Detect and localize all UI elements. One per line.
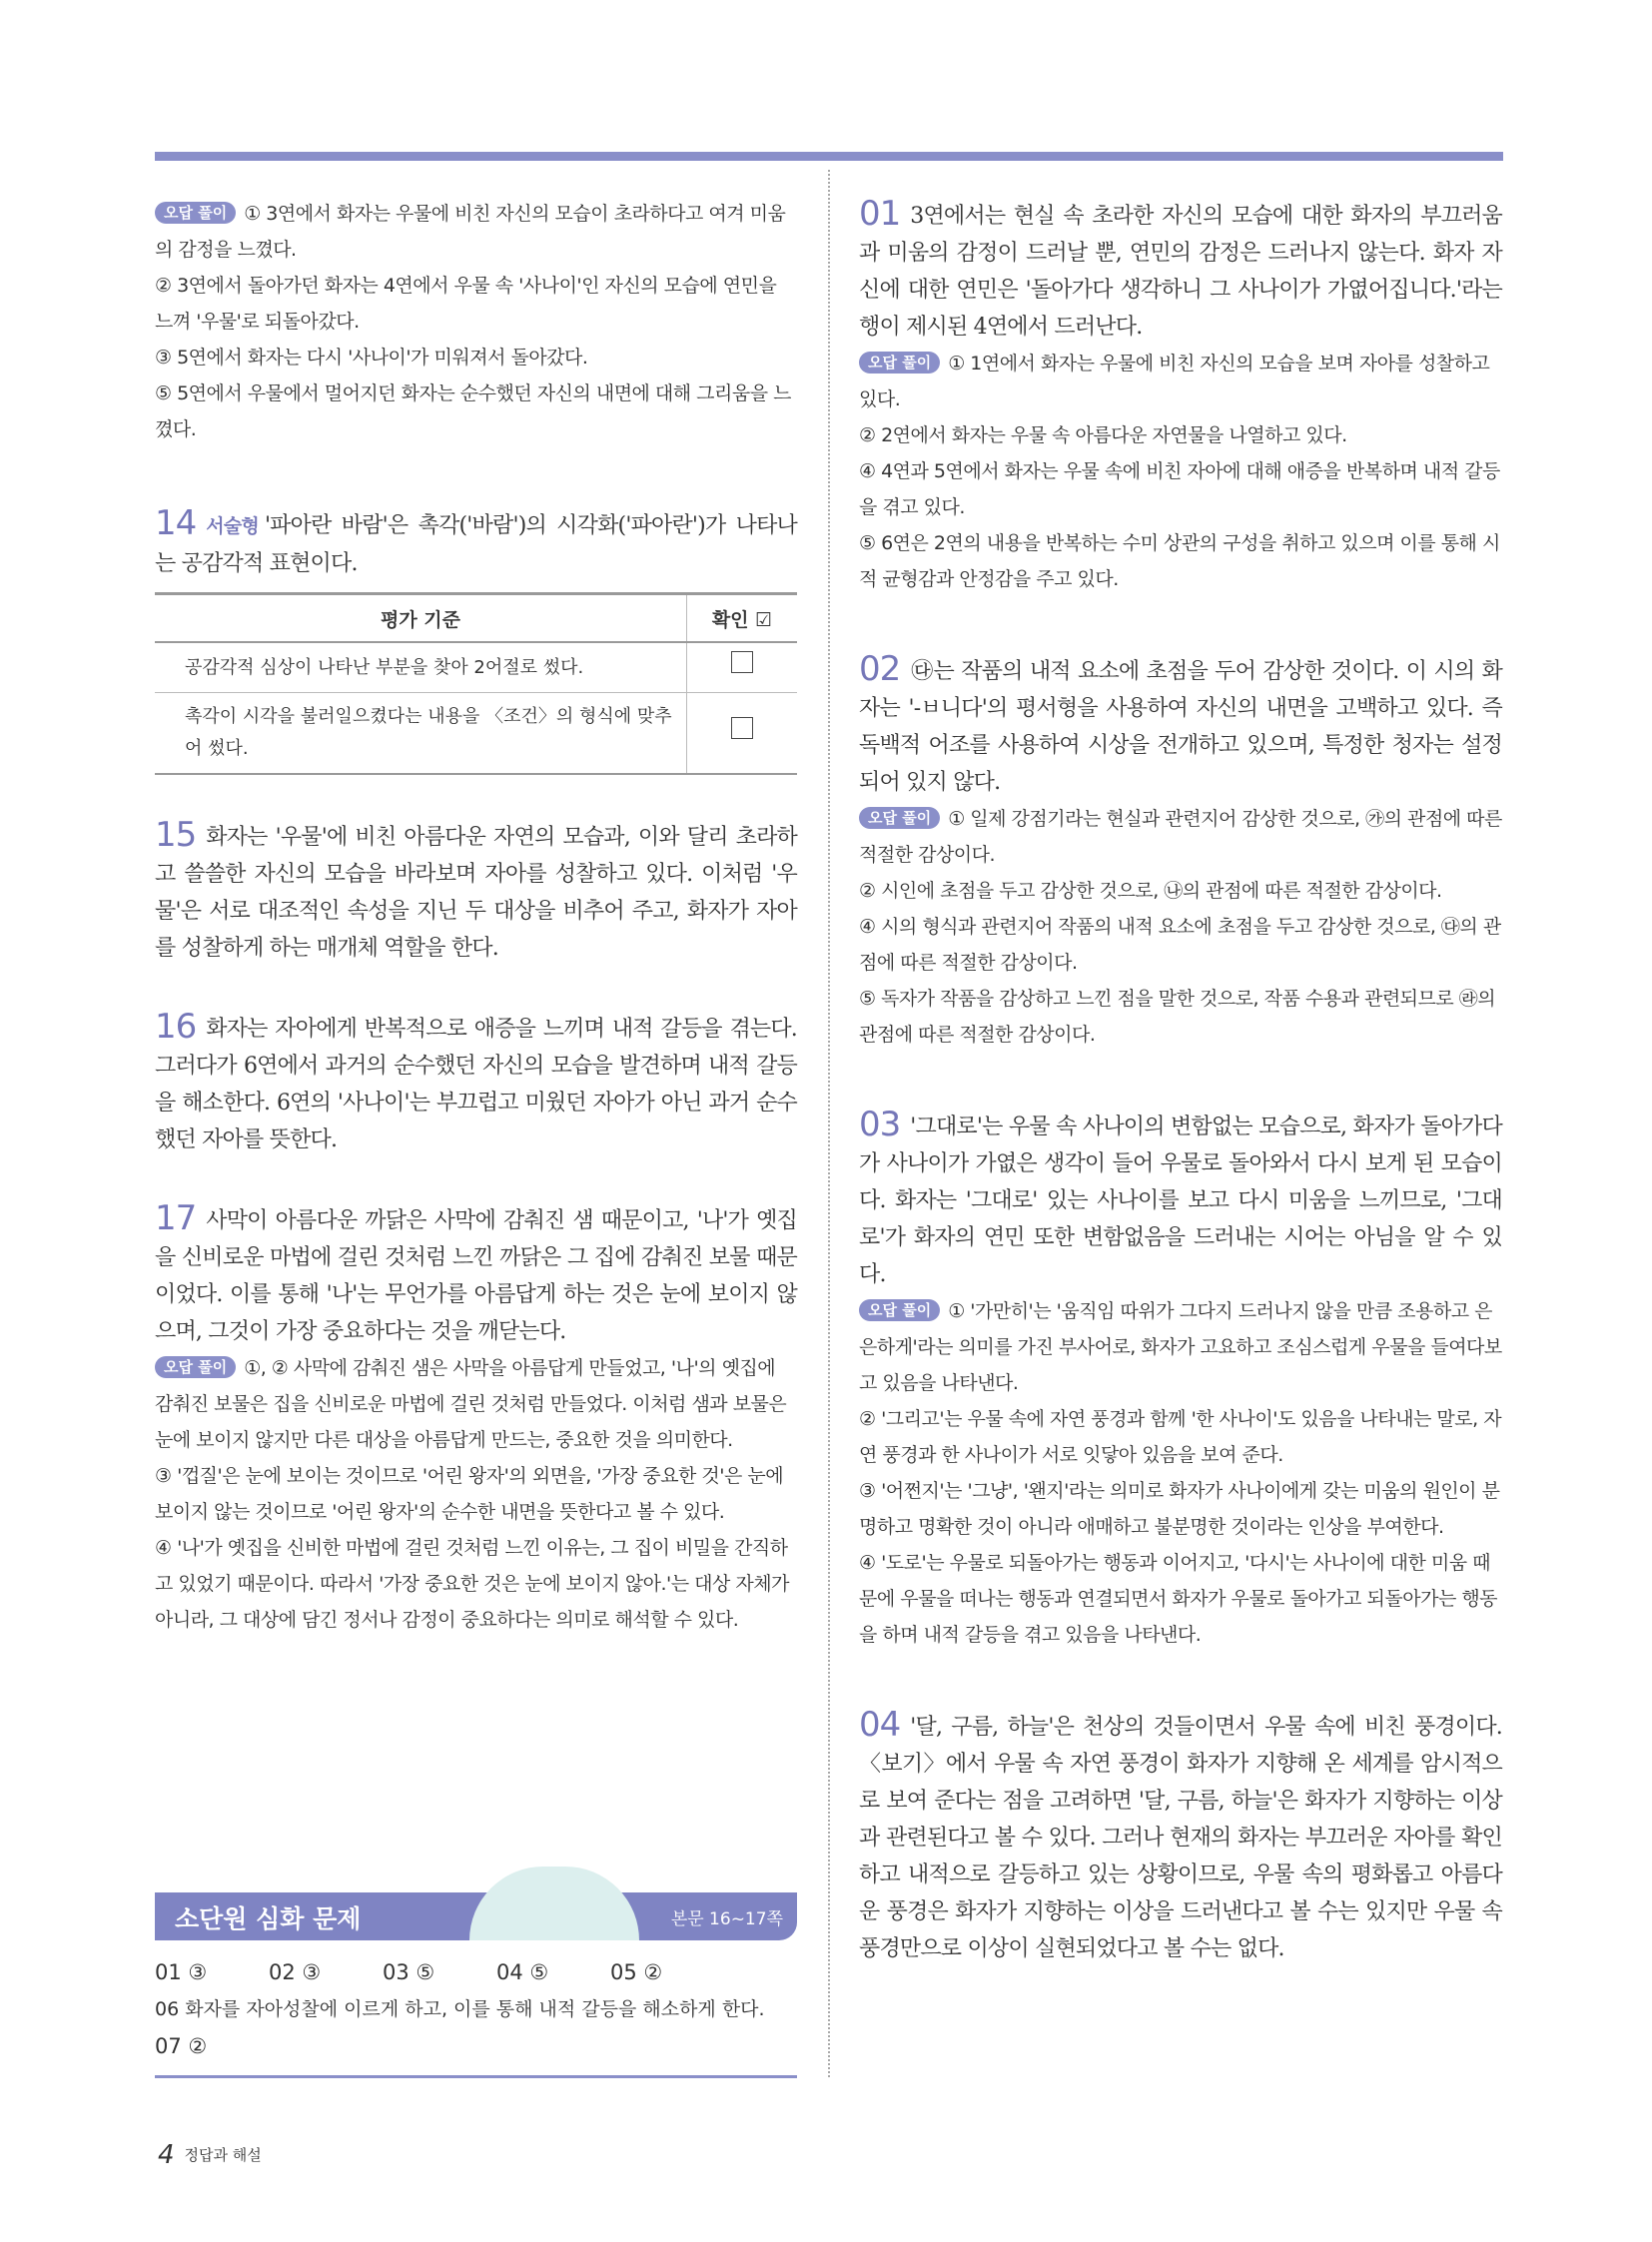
column-divider bbox=[828, 170, 830, 2077]
r04-block: 04 '달, 구름, 하늘'은 천상의 것들이면서 우물 속에 비친 풍경이다. 〈보기〉에서 우물 속 자연 풍경이 화자가 지향해 온 세계를 암시적으로 보여 준다는 점을 고려하면 '달, 구름, 하늘'은 화자가 지향하는 이상과 관련된다고 볼 수 있다. 그러나 현재의 화자는 부끄러운 자아를 확인하고 내적으로 갈등하고 있는 상황이므로, 우물 속의 평화롭고 아름다운 풍경은 화자가 지향하는 이상을 드러낸다고 볼 수는 있지만 우물 속 풍경만으로 이상이 실현되었다고 볼 수는 없다. bbox=[859, 1705, 1502, 1961]
right-column bbox=[859, 196, 1502, 2009]
wrong-answer-badge: 오답 풀이 bbox=[859, 352, 940, 374]
left-column bbox=[155, 196, 797, 1680]
wrong-answer-badge: 오답 풀이 bbox=[859, 807, 940, 829]
q17-block: 17 사막이 아름다운 까닭은 사막에 감춰진 샘 때문이고, '나'가 옛집을 신비로운 마법에 걸린 것처럼 느낀 까닭은 그 집에 감춰진 보물 때문이었다. 이를 통해 '나'는 무언가를 아름답게 하는 것은 눈에 보이지 않으며, 그것이 가장 중요하다는 것을 깨닫는다. 오답 풀이 ①, ② 사막에 감춰진 샘은 사막을 아름답게 만들었고, '나'의 옛집에 감춰진 보물은 집을 신비로운 마법에 걸린 것처럼 만들었다. 이처럼 샘과 보물은 눈에 보이지 않지만 다른 대상을 아름답게 만드는, 중요한 것을 의미한다. ③ '껍질'은 눈에 보이는 것이므로 '어린 왕자'의 외면을, '가장 중요한 것'은 눈에 보이지 않는 것이므로 '어린 왕자'의 순수한 내면을 뜻한다고 볼 수 있다. ④ '나'가 옛집을 신비한 마법에 걸린 것처럼 느낀 이유는, 그 집이 비밀을 간직하고 있었기 때문이다. 따라서 '가장 중요한 것은 눈에 보이지 않아.'는 대상 자체가 아니라, 그 대상에 담긴 정서나 감정이 중요하다는 의미로 해석할 수 있다. bbox=[155, 1198, 797, 1631]
wrong-answer-badge: 오답 풀이 bbox=[859, 1299, 940, 1321]
deep-bottom-rule bbox=[155, 2075, 797, 2078]
q16-block: 16 화자는 자아에게 반복적으로 애증을 느끼며 내적 갈등을 겪는다. 그러다가 6연에서 과거의 순수했던 자신의 모습을 발견하며 내적 갈등을 해소한다. 6연의 '사나이'는 부끄럽고 미웠던 자아가 아닌 과거 순수했던 자아를 뜻한다. bbox=[155, 1007, 797, 1152]
page-footer bbox=[158, 2140, 262, 2170]
table-row: 촉각이 시각을 불러일으켰다는 내용을 〈조건〉의 형식에 맞추어 썼다. bbox=[155, 693, 797, 775]
answer-06: 06 화자를 자아성찰에 이르게 하고, 이를 통해 내적 갈등을 해소하게 한다. bbox=[155, 1998, 765, 2020]
q15-block: 15 화자는 '우물'에 비친 아름다운 자연의 모습과, 이와 달리 초라하고 쓸쓸한 자신의 모습을 바라보며 자아를 성찰하고 있다. 이처럼 '우물'은 서로 대조적인 속성을 지닌 두 대상을 비추어 주고, 화자가 자아를 성찰하게 하는 매개체 역할을 한다. bbox=[155, 815, 797, 961]
q13-wrong-explanation: 오답 풀이 ① 3연에서 화자는 우물에 비친 자신의 모습이 초라하다고 여겨 미움의 감정을 느꼈다. ② 3연에서 돌아가던 화자는 4연에서 우물 속 '사나이'인 자신의 모습에 연민을 느껴 '우물'로 되돌아갔다. ③ 5연에서 화자는 다시 '사나이'가 미워져서 돌아갔다. ⑤ 5연에서 우물에서 멀어지던 화자는 순수했던 자신의 내면에 대해 그리움을 느꼈다. bbox=[155, 203, 791, 440]
q14-number: 14 bbox=[155, 503, 197, 543]
answer-07: 07 ② bbox=[155, 2034, 208, 2058]
q14-block: 14 서술형 '파아란 바람'은 촉각('바람')의 시각화('파아란')가 나타나는 공감각적 표현이다. 평가 기준 확인 ☑ 공감각적 심상이 나타난 부분을 찾아 2어절로 썼다. 촉각이 시각을 불러일으켰다는 내용을 〈조건〉의 형식에 맞추어 썼다. bbox=[155, 505, 797, 775]
r03-block: 03 '그대로'는 우물 속 사나이의 변함없는 모습으로, 화자가 돌아가다가 사나이가 가엾은 생각이 들어 우물로 돌아와서 다시 보게 된 모습이다. 화자는 '그대로' 있는 사나이를 보고 다시 미움을 느끼므로, '그대로'가 화자의 연민 또한 변함없음을 드러내는 시어는 아님을 알 수 있다. 오답 풀이 ① '가만히'는 '움직임 따위가 그다지 드러나지 않을 만큼 조용하고 은은하게'라는 의미를 가진 부사어로, 화자가 고요하고 조심스럽게 우물을 들여다보고 있음을 나타낸다. ② '그리고'는 우물 속에 자연 풍경과 함께 '한 사나이'도 있음을 나타내는 말로, 자연 풍경과 한 사나이가 서로 잇닿아 있음을 보여 준다. ③ '어쩐지'는 '그냥', '왠지'라는 의미로 화자가 사나이에게 갖는 미움의 원인이 분명하고 명확한 것이 아니라 애매하고 불분명한 것이라는 인상을 부여한다. ④ '도로'는 우물로 되돌아가는 행동과 이어지고, '다시'는 사나이에 대한 미움 때문에 우물을 떠나는 행동과 연결되면서 화자가 우물로 돌아가고 되돌아가는 행동을 하며 내적 갈등을 겪고 있음을 나타낸다. bbox=[859, 1105, 1502, 1646]
r03-number: 03 bbox=[859, 1105, 901, 1144]
page-number: 4 bbox=[158, 2140, 175, 2170]
r01-block: 01 3연에서는 현실 속 초라한 자신의 모습에 대한 화자의 부끄러움과 미움의 감정이 드러날 뿐, 연민의 감정은 드러나지 않는다. 화자 자신에 대한 연민은 '돌아가다 생각하니 그 사나이가 가엾어집니다.'라는 행이 제시된 4연에서 드러난다. 오답 풀이 ① 1연에서 화자는 우물에 비친 자신의 모습을 보며 자아를 성찰하고 있다. ② 2연에서 화자는 우물 속 아름다운 자연물을 나열하고 있다. ④ 4연과 5연에서 화자는 우물 속에 비친 자아에 대해 애증을 반복하며 내적 갈등을 겪고 있다. ⑤ 6연은 2연의 내용을 반복하는 수미 상관의 구성을 취하고 있으며 이를 통해 시적 균형감과 안정감을 주고 있다. bbox=[859, 194, 1502, 590]
q15-number: 15 bbox=[155, 815, 197, 855]
deep-problems-page-ref: 본문 16~17쪽 bbox=[670, 1909, 783, 1929]
decoration-illustration bbox=[469, 1867, 639, 1940]
top-rule bbox=[155, 152, 1503, 161]
footer-label: 정답과 해설 bbox=[184, 2146, 262, 2164]
q17-number: 17 bbox=[155, 1198, 197, 1238]
q16-number: 16 bbox=[155, 1007, 197, 1047]
check-header: 확인 ☑ bbox=[687, 594, 798, 643]
r01-number: 01 bbox=[859, 194, 901, 234]
wrong-answer-badge: 오답 풀이 bbox=[155, 202, 236, 224]
criteria-header: 평가 기준 bbox=[155, 594, 687, 643]
deep-problems-title: 소단원 심화 문제 bbox=[175, 1904, 362, 1933]
checkbox[interactable] bbox=[731, 651, 753, 673]
deep-problems-section bbox=[155, 1892, 797, 2078]
deep-problems-header bbox=[155, 1892, 797, 1940]
r04-number: 04 bbox=[859, 1705, 901, 1745]
evaluation-table bbox=[155, 592, 797, 775]
wrong-answer-badge: 오답 풀이 bbox=[155, 1356, 236, 1378]
table-row: 공감각적 심상이 나타난 부분을 찾아 2어절로 썼다. bbox=[155, 642, 797, 693]
q14-type: 서술형 bbox=[206, 515, 259, 537]
answer-row: 01 ③ 02 ③ 03 ⑤ 04 ⑤ 05 ② bbox=[155, 1960, 663, 1984]
r02-number: 02 bbox=[859, 649, 901, 689]
checkbox[interactable] bbox=[731, 717, 753, 739]
r02-block: 02 ㉰는 작품의 내적 요소에 초점을 두어 감상한 것이다. 이 시의 화자는 '-ㅂ니다'의 평서형을 사용하여 자신의 내면을 고백하고 있다. 즉 독백적 어조를 사용하여 시상을 전개하고 있으며, 특정한 청자는 설정되어 있지 않다. 오답 풀이 ① 일제 강점기라는 현실과 관련지어 감상한 것으로, ㉮의 관점에 따른 적절한 감상이다. ② 시인에 초점을 두고 감상한 것으로, ㉯의 관점에 따른 적절한 감상이다. ④ 시의 형식과 관련지어 작품의 내적 요소에 초점을 두고 감상한 것으로, ㉰의 관점에 따른 적절한 감상이다. ⑤ 독자가 작품을 감상하고 느낀 점을 말한 것으로, 작품 수용과 관련되므로 ㉱의 관점에 따른 적절한 감상이다. bbox=[859, 649, 1502, 1046]
